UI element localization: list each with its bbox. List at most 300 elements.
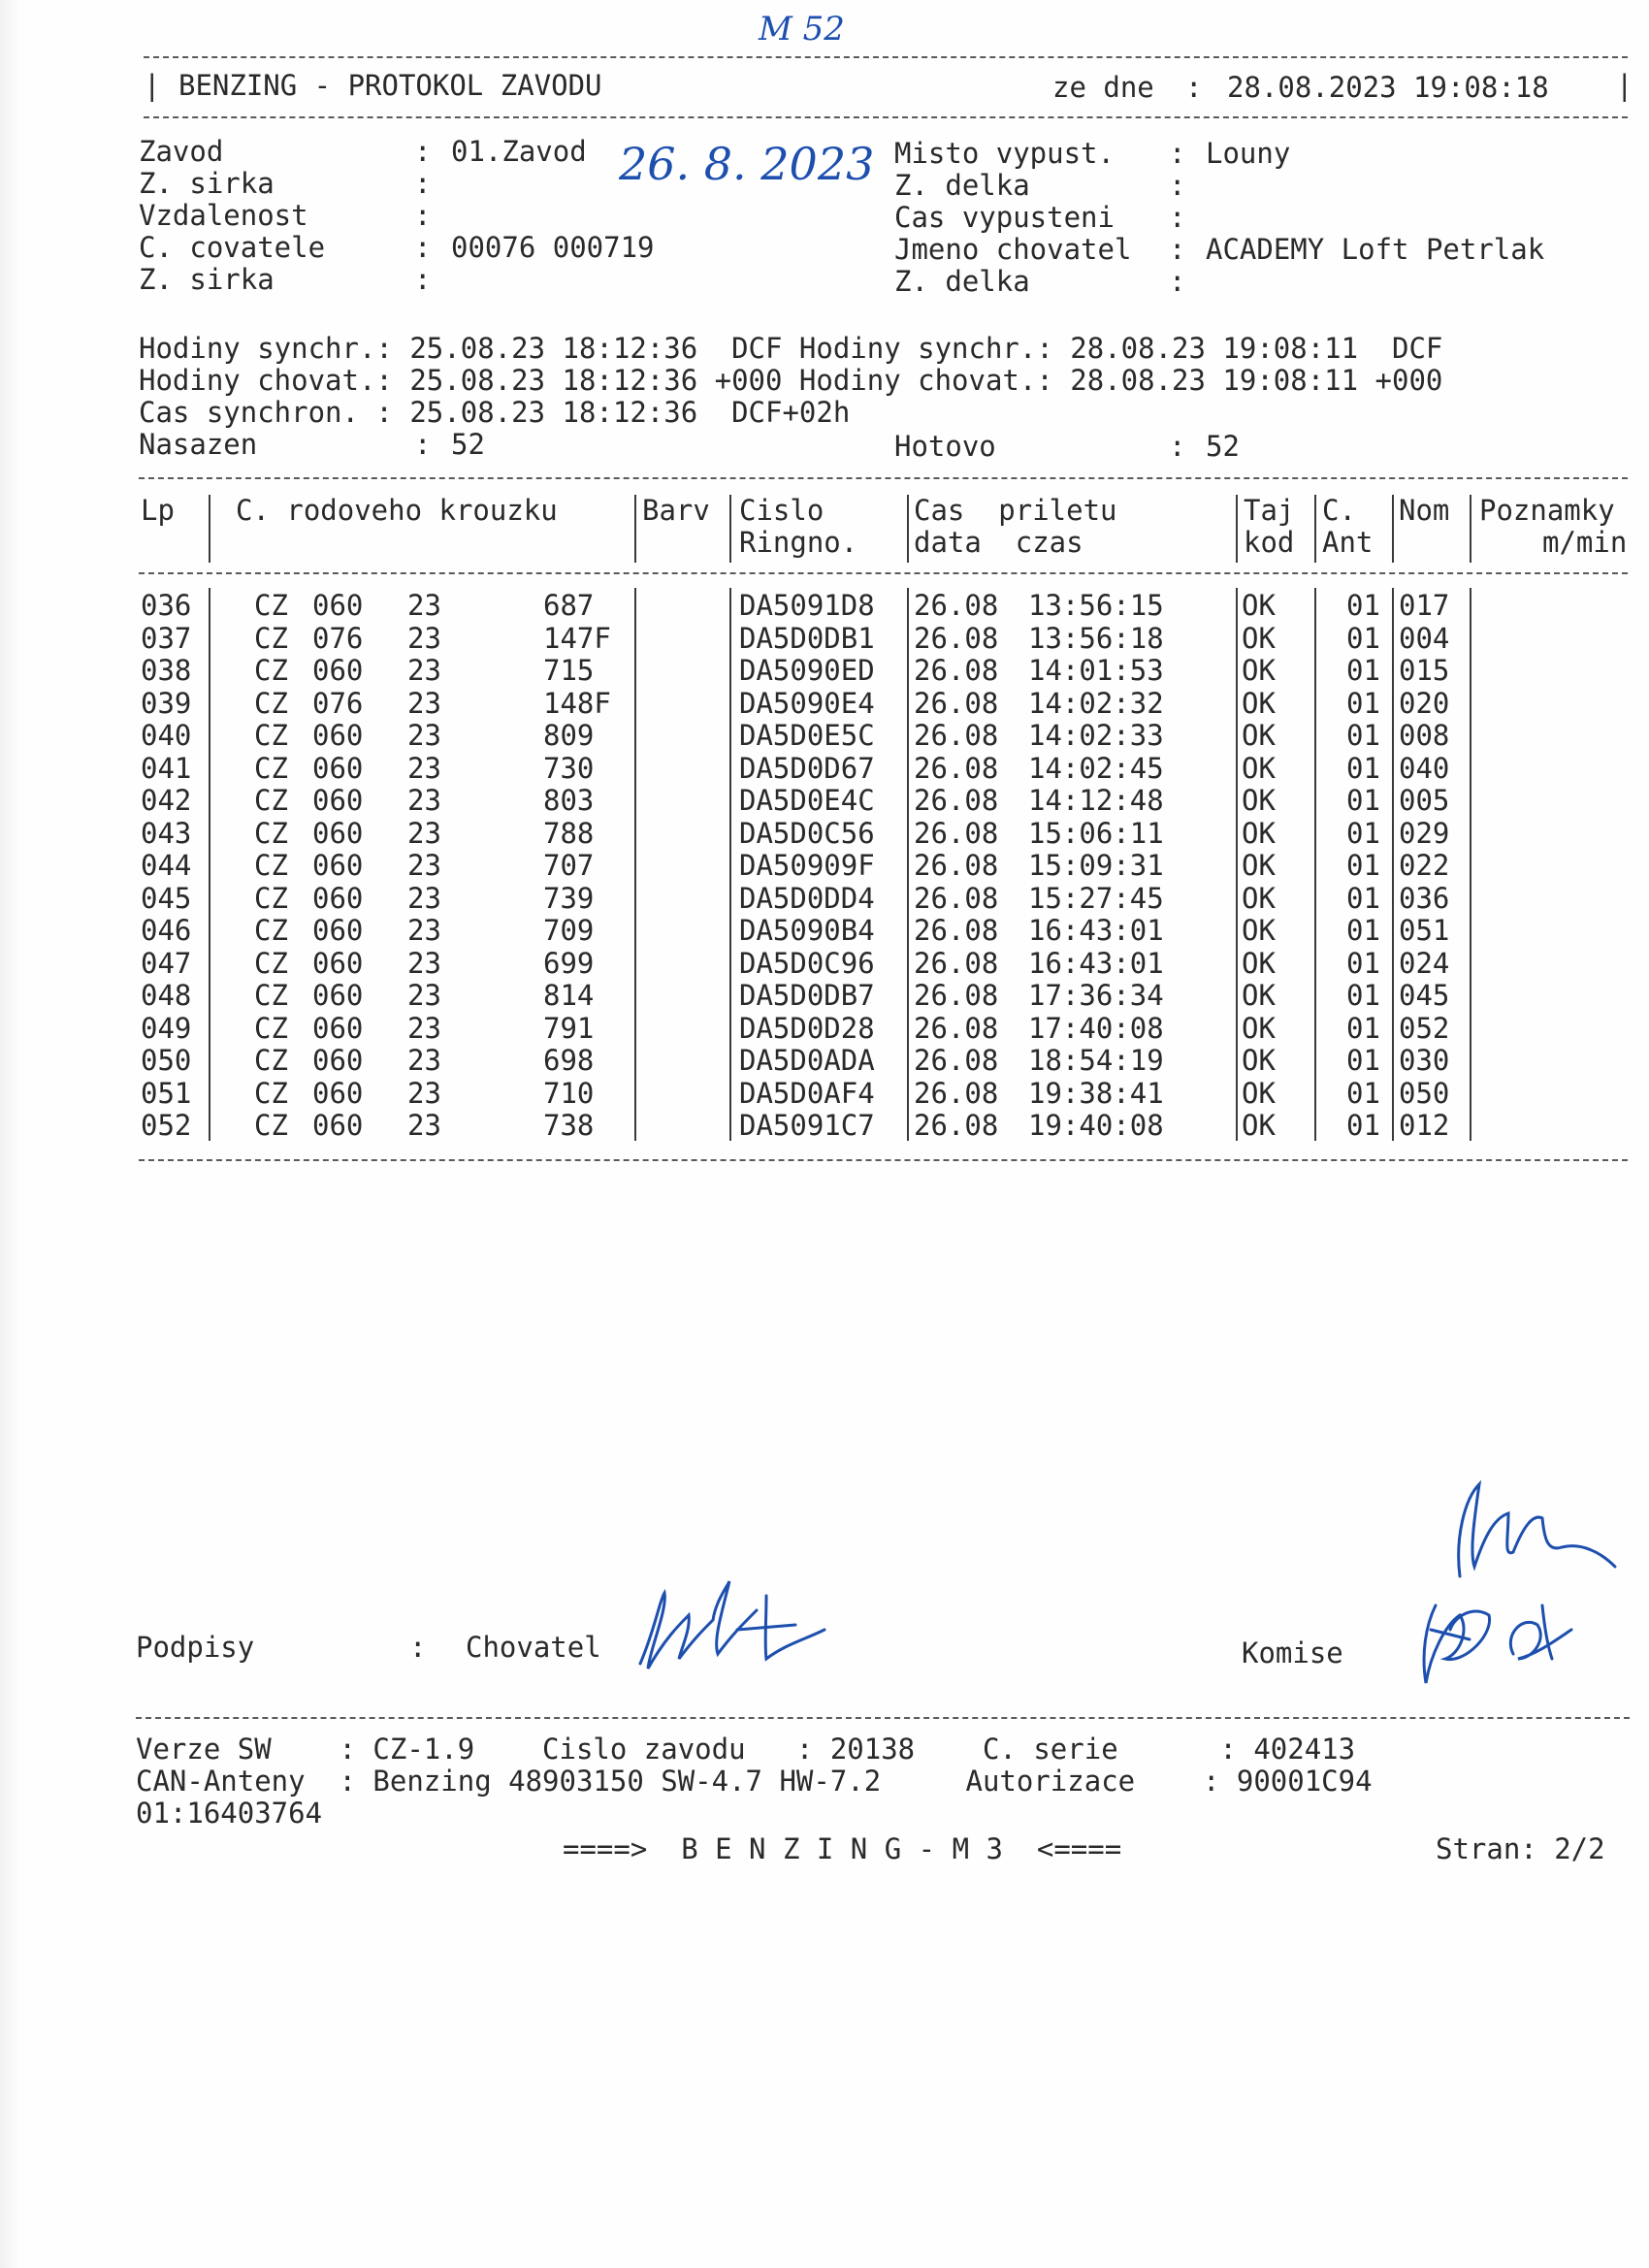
row-org: 060 <box>312 654 364 687</box>
row-taj: OK <box>1242 1044 1276 1077</box>
row-ring-number: 699 <box>543 947 595 980</box>
row-separator <box>634 978 636 1011</box>
col-header-kod: kod <box>1244 526 1295 559</box>
row-taj: OK <box>1242 882 1276 915</box>
row-separator <box>634 848 636 881</box>
row-chip-id: DA5D0DD4 <box>739 882 875 915</box>
row-taj: OK <box>1242 752 1276 785</box>
table-row <box>0 655 1649 687</box>
table-row <box>0 1013 1649 1045</box>
footer-row-2: CAN-Anteny : Benzing 48903150 SW-4.7 HW-7.2 Autorizace : 90001C94 <box>136 1765 1373 1798</box>
row-country: CZ <box>254 914 288 947</box>
table-row <box>0 753 1649 785</box>
komise-label: Komise <box>1242 1636 1343 1669</box>
row-separator <box>1470 783 1471 816</box>
row-separator <box>1314 1076 1316 1109</box>
row-ring-number: 707 <box>543 849 595 882</box>
row-separator <box>1314 1043 1316 1076</box>
row-separator <box>729 816 731 849</box>
row-separator <box>907 588 909 621</box>
hdr-sep <box>1392 495 1394 563</box>
hotovo-value: 52 <box>1206 430 1240 463</box>
hotovo-colon: : <box>1169 430 1186 463</box>
row-date: 26.08 <box>914 622 999 655</box>
row-nom: 045 <box>1399 979 1450 1012</box>
row-ring-number: 791 <box>543 1012 595 1045</box>
row-separator <box>1236 588 1238 621</box>
table-bottom-rule <box>139 1159 1628 1161</box>
row-ring-number: 710 <box>543 1077 595 1110</box>
row-separator <box>634 1043 636 1076</box>
row-org: 060 <box>312 1012 364 1045</box>
date-value: 28.08.2023 19:08:18 <box>1227 71 1549 104</box>
protocol-title: BENZING - PROTOKOL ZAVODU <box>178 69 602 102</box>
row-separator <box>209 686 210 719</box>
row-nom: 051 <box>1399 914 1450 947</box>
row-antenna: 01 <box>1346 622 1380 655</box>
row-ring-number: 687 <box>543 589 595 622</box>
row-taj: OK <box>1242 1109 1276 1142</box>
row-separator <box>634 1011 636 1044</box>
row-antenna: 01 <box>1346 719 1380 752</box>
row-year: 23 <box>407 1077 441 1110</box>
col-header-m-min: m/min <box>1542 526 1628 559</box>
col-header-cislo: Cislo <box>739 494 824 527</box>
row-ring-number: 809 <box>543 719 595 752</box>
row-separator <box>1392 653 1394 686</box>
row-separator <box>1470 848 1471 881</box>
row-taj: OK <box>1242 979 1276 1012</box>
row-taj: OK <box>1242 914 1276 947</box>
row-lp: 042 <box>141 784 192 817</box>
row-date: 26.08 <box>914 817 999 850</box>
nasazen-label: Nasazen <box>139 428 258 461</box>
table-row <box>0 1110 1649 1142</box>
row-time: 14:12:48 <box>1028 784 1164 817</box>
row-taj: OK <box>1242 654 1276 687</box>
info-right-colon: : <box>1169 233 1186 266</box>
row-separator <box>1470 686 1471 719</box>
footer-row-3: 01:16403764 <box>136 1797 323 1830</box>
info-right-value: Louny <box>1206 137 1291 170</box>
row-separator <box>1236 653 1238 686</box>
sync-row-3: Cas synchron. : 25.08.23 18:12:36 DCF+02h <box>139 396 851 429</box>
row-year: 23 <box>407 622 441 655</box>
date-label: ze dne <box>1052 71 1154 104</box>
row-separator <box>634 946 636 979</box>
row-separator <box>1392 1076 1394 1109</box>
row-time: 15:06:11 <box>1028 817 1164 850</box>
row-separator <box>1314 783 1316 816</box>
row-taj: OK <box>1242 817 1276 850</box>
nasazen-colon: : <box>414 428 432 461</box>
row-country: CZ <box>254 687 288 720</box>
row-antenna: 01 <box>1346 849 1380 882</box>
benzing-banner: ====> B E N Z I N G - M 3 <==== <box>563 1832 1122 1865</box>
row-separator <box>209 946 210 979</box>
row-separator <box>634 881 636 914</box>
row-chip-id: DA5D0ADA <box>739 1044 875 1077</box>
row-nom: 029 <box>1399 817 1450 850</box>
row-time: 15:09:31 <box>1028 849 1164 882</box>
row-separator <box>1392 1043 1394 1076</box>
info-left-label: C. covatele <box>139 231 326 264</box>
row-year: 23 <box>407 589 441 622</box>
row-time: 13:56:18 <box>1028 622 1164 655</box>
info-left-colon: : <box>414 135 432 168</box>
row-separator <box>1470 621 1471 654</box>
row-antenna: 01 <box>1346 1109 1380 1142</box>
col-header-ring: C. rodoveho krouzku <box>236 494 558 527</box>
row-chip-id: DA5091C7 <box>739 1109 875 1142</box>
header-right-bar: | <box>1616 69 1633 102</box>
row-separator <box>634 621 636 654</box>
table-row <box>0 948 1649 980</box>
row-ring-number: 739 <box>543 882 595 915</box>
row-year: 23 <box>407 1109 441 1142</box>
row-lp: 049 <box>141 1012 192 1045</box>
row-ring-number: 148F <box>543 687 611 720</box>
row-org: 060 <box>312 784 364 817</box>
table-row <box>0 623 1649 655</box>
row-separator <box>907 621 909 654</box>
row-separator <box>1314 881 1316 914</box>
row-year: 23 <box>407 1012 441 1045</box>
row-separator <box>907 686 909 719</box>
row-separator <box>209 816 210 849</box>
row-date: 26.08 <box>914 979 999 1012</box>
row-separator <box>1314 751 1316 784</box>
row-separator <box>209 1076 210 1109</box>
row-separator <box>907 913 909 946</box>
row-chip-id: DA5091D8 <box>739 589 875 622</box>
row-org: 060 <box>312 849 364 882</box>
row-nom: 050 <box>1399 1077 1450 1110</box>
row-chip-id: DA5D0C96 <box>739 947 875 980</box>
row-separator <box>1314 588 1316 621</box>
row-separator <box>634 783 636 816</box>
row-year: 23 <box>407 1044 441 1077</box>
row-year: 23 <box>407 752 441 785</box>
row-separator <box>729 621 731 654</box>
row-taj: OK <box>1242 622 1276 655</box>
row-lp: 036 <box>141 589 192 622</box>
page-number: Stran: 2/2 <box>1436 1832 1605 1865</box>
row-separator <box>1236 686 1238 719</box>
row-lp: 038 <box>141 654 192 687</box>
col-header-poznamky: Poznamky <box>1479 494 1615 527</box>
row-year: 23 <box>407 882 441 915</box>
info-left-colon: : <box>414 263 432 296</box>
row-separator <box>729 1108 731 1141</box>
row-chip-id: DA5D0AF4 <box>739 1077 875 1110</box>
row-date: 26.08 <box>914 1044 999 1077</box>
row-separator <box>1470 1076 1471 1109</box>
row-separator <box>1314 848 1316 881</box>
row-separator <box>1392 588 1394 621</box>
row-separator <box>1470 588 1471 621</box>
row-separator <box>1314 718 1316 751</box>
row-org: 060 <box>312 947 364 980</box>
row-country: CZ <box>254 882 288 915</box>
row-separator <box>1236 1043 1238 1076</box>
row-separator <box>1314 978 1316 1011</box>
row-separator <box>634 751 636 784</box>
row-country: CZ <box>254 752 288 785</box>
info-left-label: Zavod <box>139 135 224 168</box>
row-separator <box>209 621 210 654</box>
row-country: CZ <box>254 654 288 687</box>
row-year: 23 <box>407 687 441 720</box>
hdr-sep <box>1236 495 1238 563</box>
row-lp: 044 <box>141 849 192 882</box>
row-country: CZ <box>254 979 288 1012</box>
row-nom: 004 <box>1399 622 1450 655</box>
row-date: 26.08 <box>914 849 999 882</box>
row-separator <box>1470 751 1471 784</box>
row-separator <box>729 978 731 1011</box>
row-separator <box>209 718 210 751</box>
row-separator <box>907 1011 909 1044</box>
row-time: 18:54:19 <box>1028 1044 1164 1077</box>
info-right-colon: : <box>1169 169 1186 202</box>
row-ring-number: 788 <box>543 817 595 850</box>
row-separator <box>209 881 210 914</box>
row-separator <box>729 946 731 979</box>
row-nom: 020 <box>1399 687 1450 720</box>
footer-top-rule <box>136 1717 1630 1719</box>
row-separator <box>209 913 210 946</box>
row-chip-id: DA5090ED <box>739 654 875 687</box>
row-separator <box>1392 913 1394 946</box>
row-separator <box>1314 1011 1316 1044</box>
col-header-nom: Nom <box>1399 494 1450 527</box>
row-antenna: 01 <box>1346 589 1380 622</box>
row-nom: 012 <box>1399 1109 1450 1142</box>
row-antenna: 01 <box>1346 784 1380 817</box>
info-left-value: 00076 000719 <box>451 231 655 264</box>
row-separator <box>1236 751 1238 784</box>
row-separator <box>1470 881 1471 914</box>
row-chip-id: DA5D0D28 <box>739 1012 875 1045</box>
row-separator <box>1392 1011 1394 1044</box>
table-row <box>0 720 1649 752</box>
row-year: 23 <box>407 849 441 882</box>
row-separator <box>729 751 731 784</box>
info-right-colon: : <box>1169 265 1186 298</box>
row-year: 23 <box>407 654 441 687</box>
row-org: 060 <box>312 817 364 850</box>
row-separator <box>634 686 636 719</box>
row-time: 17:40:08 <box>1028 1012 1164 1045</box>
row-country: CZ <box>254 589 288 622</box>
row-separator <box>209 1108 210 1141</box>
table-row <box>0 1045 1649 1077</box>
row-org: 060 <box>312 589 364 622</box>
row-separator <box>634 1076 636 1109</box>
row-org: 060 <box>312 1044 364 1077</box>
row-ring-number: 709 <box>543 914 595 947</box>
row-separator <box>1236 978 1238 1011</box>
chovatel-signature <box>621 1571 844 1688</box>
row-time: 14:02:45 <box>1028 752 1164 785</box>
row-separator <box>1236 881 1238 914</box>
row-ring-number: 715 <box>543 654 595 687</box>
row-lp: 047 <box>141 947 192 980</box>
row-lp: 040 <box>141 719 192 752</box>
row-separator <box>1236 913 1238 946</box>
hdr-sep <box>729 495 731 563</box>
hdr-sep <box>1314 495 1316 563</box>
row-country: CZ <box>254 719 288 752</box>
row-org: 060 <box>312 719 364 752</box>
row-ring-number: 147F <box>543 622 611 655</box>
row-antenna: 01 <box>1346 752 1380 785</box>
info-left-colon: : <box>414 199 432 232</box>
row-ring-number: 738 <box>543 1109 595 1142</box>
row-separator <box>729 1011 731 1044</box>
row-taj: OK <box>1242 589 1276 622</box>
row-year: 23 <box>407 719 441 752</box>
date-colon: : <box>1185 71 1203 104</box>
table-row <box>0 980 1649 1012</box>
row-separator <box>634 588 636 621</box>
row-separator <box>1314 653 1316 686</box>
row-separator <box>1236 1108 1238 1141</box>
info-right-label: Misto vypust. <box>894 137 1115 170</box>
row-separator <box>1392 718 1394 751</box>
row-separator <box>1470 978 1471 1011</box>
info-right-label: Cas vypusteni <box>894 201 1115 234</box>
row-separator <box>907 816 909 849</box>
info-right-colon: : <box>1169 137 1186 170</box>
table-row <box>0 850 1649 882</box>
row-separator <box>1392 848 1394 881</box>
row-year: 23 <box>407 979 441 1012</box>
col-header-ant: Ant <box>1322 526 1374 559</box>
row-separator <box>907 881 909 914</box>
row-date: 26.08 <box>914 914 999 947</box>
row-org: 060 <box>312 1077 364 1110</box>
row-lp: 048 <box>141 979 192 1012</box>
row-lp: 051 <box>141 1077 192 1110</box>
row-separator <box>1470 913 1471 946</box>
header-top-rule <box>144 56 1628 58</box>
row-lp: 043 <box>141 817 192 850</box>
info-right-label: Z. delka <box>894 265 1030 298</box>
nasazen-value: 52 <box>451 428 485 461</box>
row-separator <box>1236 1076 1238 1109</box>
row-separator <box>209 848 210 881</box>
row-year: 23 <box>407 784 441 817</box>
row-time: 15:27:45 <box>1028 882 1164 915</box>
row-org: 060 <box>312 1109 364 1142</box>
info-left-label: Z. sirka <box>139 263 275 296</box>
row-ring-number: 730 <box>543 752 595 785</box>
row-country: CZ <box>254 1012 288 1045</box>
table-row <box>0 915 1649 947</box>
row-lp: 046 <box>141 914 192 947</box>
row-org: 060 <box>312 882 364 915</box>
row-separator <box>1236 621 1238 654</box>
row-org: 076 <box>312 687 364 720</box>
row-separator <box>907 653 909 686</box>
signatures-label: Podpisy <box>136 1631 255 1664</box>
col-header-taj: Taj <box>1244 494 1295 527</box>
sync-row-1: Hodiny synchr.: 25.08.23 18:12:36 DCF Hodiny synchr.: 28.08.23 19:08:11 DCF <box>139 332 1443 365</box>
row-separator <box>1392 783 1394 816</box>
row-lp: 045 <box>141 882 192 915</box>
row-separator <box>1314 816 1316 849</box>
row-separator <box>1470 816 1471 849</box>
row-separator <box>209 653 210 686</box>
row-date: 26.08 <box>914 947 999 980</box>
row-country: CZ <box>254 1109 288 1142</box>
row-separator <box>907 946 909 979</box>
hotovo-label: Hotovo <box>894 430 996 463</box>
footer-row-1: Verze SW : CZ-1.9 Cislo zavodu : 20138 C. serie : 402413 <box>136 1733 1356 1766</box>
row-taj: OK <box>1242 1012 1276 1045</box>
row-separator <box>729 686 731 719</box>
row-antenna: 01 <box>1346 882 1380 915</box>
row-separator <box>1392 1108 1394 1141</box>
info-left-label: Z. sirka <box>139 167 275 200</box>
row-taj: OK <box>1242 687 1276 720</box>
row-separator <box>1392 978 1394 1011</box>
row-date: 26.08 <box>914 1012 999 1045</box>
row-time: 16:43:01 <box>1028 914 1164 947</box>
row-country: CZ <box>254 849 288 882</box>
row-separator <box>907 1108 909 1141</box>
row-separator <box>1314 1108 1316 1141</box>
row-nom: 017 <box>1399 589 1450 622</box>
info-left-colon: : <box>414 231 432 264</box>
row-taj: OK <box>1242 719 1276 752</box>
hdr-sep <box>634 495 636 563</box>
col-header-ringno: Ringno. <box>739 526 858 559</box>
col-header-lp: Lp <box>141 494 175 527</box>
row-nom: 024 <box>1399 947 1450 980</box>
row-taj: OK <box>1242 784 1276 817</box>
info-left-colon: : <box>414 167 432 200</box>
row-date: 26.08 <box>914 1109 999 1142</box>
row-separator <box>907 848 909 881</box>
row-chip-id: DA5D0DB7 <box>739 979 875 1012</box>
row-date: 26.08 <box>914 719 999 752</box>
row-separator <box>209 588 210 621</box>
row-date: 26.08 <box>914 784 999 817</box>
row-separator <box>1314 913 1316 946</box>
row-country: CZ <box>254 947 288 980</box>
row-ring-number: 698 <box>543 1044 595 1077</box>
row-nom: 022 <box>1399 849 1450 882</box>
row-separator <box>729 653 731 686</box>
row-separator <box>1236 783 1238 816</box>
sync-row-2: Hodiny chovat.: 25.08.23 18:12:36 +000 Hodiny chovat.: 28.08.23 19:08:11 +000 <box>139 364 1443 397</box>
row-chip-id: DA5D0D67 <box>739 752 875 785</box>
row-antenna: 01 <box>1346 914 1380 947</box>
table-row <box>0 818 1649 850</box>
row-separator <box>907 1043 909 1076</box>
row-nom: 052 <box>1399 1012 1450 1045</box>
row-antenna: 01 <box>1346 1077 1380 1110</box>
row-date: 26.08 <box>914 882 999 915</box>
row-antenna: 01 <box>1346 817 1380 850</box>
row-year: 23 <box>407 947 441 980</box>
chovatel-label: Chovatel <box>466 1631 601 1664</box>
row-country: CZ <box>254 622 288 655</box>
row-separator <box>1392 686 1394 719</box>
